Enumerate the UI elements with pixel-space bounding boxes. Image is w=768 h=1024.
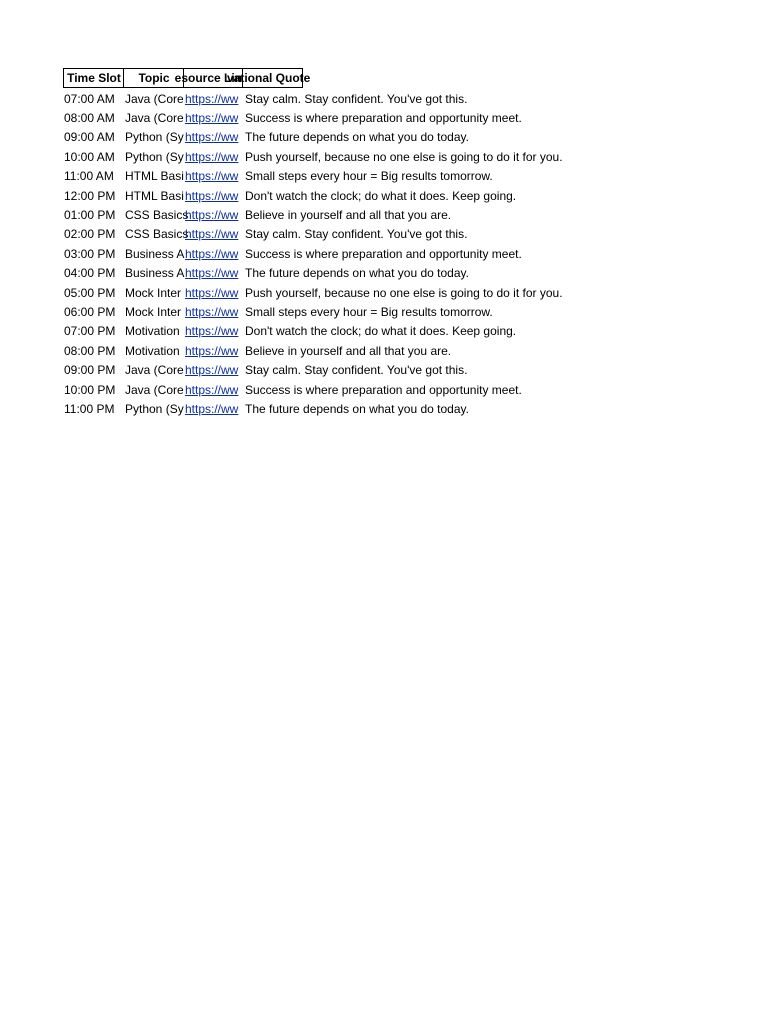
resource-link-cell[interactable] (185, 205, 245, 224)
time-slot-cell[interactable]: 09:00 AM (64, 130, 115, 145)
quote-cell[interactable]: Stay calm. Stay confident. You've got this. (245, 363, 468, 378)
resource-link[interactable]: https://ww (185, 208, 239, 223)
table-row (63, 147, 563, 166)
resource-link-cell[interactable] (185, 399, 245, 418)
quote-cell[interactable]: Small steps every hour = Big results tomorrow. (245, 304, 493, 319)
resource-link-cell[interactable] (185, 283, 245, 302)
time-slot-cell[interactable]: 08:00 AM (64, 111, 115, 126)
table-row (63, 244, 522, 263)
topic-cell[interactable]: Java (Core (125, 363, 184, 378)
time-slot-cell[interactable]: 05:00 PM (64, 285, 116, 300)
topic-cell[interactable]: Java (Core (125, 111, 184, 126)
topic-cell[interactable]: Motivation (125, 343, 180, 358)
table-row (63, 186, 517, 205)
time-slot-cell[interactable]: 03:00 PM (64, 246, 116, 261)
topic-cell[interactable]: Business A (125, 246, 185, 261)
resource-link[interactable]: https://ww (185, 363, 239, 378)
quote-cell[interactable]: Don't watch the clock; do what it does. Keep going. (245, 324, 517, 339)
time-slot-cell[interactable]: 04:00 PM (64, 266, 116, 281)
quote-cell[interactable]: Success is where preparation and opportunity meet. (245, 111, 522, 126)
table-row (63, 322, 517, 341)
table-row (63, 167, 493, 186)
time-slot-cell[interactable]: 08:00 PM (64, 343, 116, 358)
resource-link-cell[interactable] (185, 186, 245, 205)
table-row (63, 283, 563, 302)
topic-cell[interactable]: Mock Inter (125, 304, 182, 319)
topic-cell[interactable]: Motivation (125, 324, 180, 339)
topic-cell[interactable]: Python (Sy (125, 401, 184, 416)
resource-link-cell[interactable] (185, 322, 245, 341)
quote-cell[interactable]: The future depends on what you do today. (245, 130, 469, 145)
header-resource-link-label: esource Lin (174, 71, 242, 85)
topic-cell[interactable]: Python (Sy (125, 130, 184, 145)
resource-link-cell[interactable] (185, 264, 245, 283)
topic-cell[interactable]: CSS Basics (125, 208, 189, 223)
time-slot-cell[interactable]: 02:00 PM (64, 227, 116, 242)
topic-cell[interactable]: Mock Inter (125, 285, 182, 300)
quote-cell[interactable]: The future depends on what you do today. (245, 401, 469, 416)
table-row (63, 205, 452, 224)
header-row (63, 68, 311, 88)
time-slot-cell[interactable]: 12:00 PM (64, 188, 116, 203)
schedule-table (63, 68, 563, 419)
resource-link[interactable]: https://ww (185, 304, 239, 319)
topic-cell[interactable]: HTML Basi (125, 188, 184, 203)
resource-link-cell[interactable] (185, 167, 245, 186)
table-row (63, 302, 493, 321)
resource-link[interactable]: https://ww (185, 188, 239, 203)
resource-link-cell[interactable] (185, 225, 245, 244)
table-row (63, 341, 452, 360)
table-row (63, 225, 468, 244)
resource-link[interactable]: https://ww (185, 285, 239, 300)
time-slot-cell[interactable]: 07:00 AM (64, 91, 115, 106)
resource-link-cell[interactable] (185, 108, 245, 127)
resource-link[interactable]: https://ww (185, 91, 239, 106)
quote-cell[interactable]: Success is where preparation and opportunity meet. (245, 382, 522, 397)
resource-link-cell[interactable] (185, 380, 245, 399)
header-quote-label: vational Quote (227, 71, 311, 85)
time-slot-cell[interactable]: 09:00 PM (64, 363, 116, 378)
quote-cell[interactable]: Small steps every hour = Big results tomorrow. (245, 169, 493, 184)
time-slot-cell[interactable]: 01:00 PM (64, 208, 116, 223)
resource-link-cell[interactable] (185, 128, 245, 147)
resource-link[interactable]: https://ww (185, 130, 239, 145)
topic-cell[interactable]: Business A (125, 266, 185, 281)
header-time-slot-label: Time Slot (67, 71, 121, 85)
resource-link-cell[interactable] (185, 147, 245, 166)
quote-cell[interactable]: Success is where preparation and opportunity meet. (245, 246, 522, 261)
time-slot-cell[interactable]: 07:00 PM (64, 324, 116, 339)
resource-link-cell[interactable] (185, 341, 245, 360)
table-row (63, 108, 522, 127)
table-row (63, 360, 468, 379)
time-slot-cell[interactable]: 06:00 PM (64, 304, 116, 319)
time-slot-cell[interactable]: 11:00 PM (64, 401, 115, 416)
quote-cell[interactable]: Push yourself, because no one else is going to do it for you. (245, 285, 563, 300)
resource-link[interactable]: https://ww (185, 266, 239, 281)
time-slot-cell[interactable]: 11:00 AM (64, 169, 114, 184)
header-time-slot[interactable] (63, 68, 124, 88)
topic-cell[interactable]: Java (Core (125, 382, 184, 397)
header-topic-label: Topic (138, 71, 170, 85)
table-row (63, 380, 522, 399)
quote-cell[interactable]: Don't watch the clock; do what it does. Keep going. (245, 188, 517, 203)
resource-link[interactable]: https://ww (185, 227, 239, 242)
topic-cell[interactable]: Python (Sy (125, 149, 184, 164)
time-slot-cell[interactable]: 10:00 AM (64, 149, 115, 164)
quote-cell[interactable]: Stay calm. Stay confident. You've got this. (245, 91, 468, 106)
quote-cell[interactable]: Stay calm. Stay confident. You've got this. (245, 227, 468, 242)
quote-cell[interactable]: Push yourself, because no one else is going to do it for you. (245, 149, 563, 164)
table-row (63, 264, 469, 283)
table-row (63, 89, 468, 108)
topic-cell[interactable]: HTML Basi (125, 169, 184, 184)
time-slot-cell[interactable]: 10:00 PM (64, 382, 116, 397)
resource-link[interactable]: https://ww (185, 401, 239, 416)
resource-link[interactable]: https://ww (185, 149, 239, 164)
resource-link-cell[interactable] (185, 302, 245, 321)
resource-link-cell[interactable] (185, 244, 245, 263)
quote-cell[interactable]: Believe in yourself and all that you are. (245, 208, 452, 223)
resource-link-cell[interactable] (185, 89, 245, 108)
quote-cell[interactable]: The future depends on what you do today. (245, 266, 469, 281)
resource-link-cell[interactable] (185, 360, 245, 379)
resource-link[interactable]: https://ww (185, 111, 239, 126)
table-row (63, 399, 469, 418)
resource-link[interactable]: https://ww (185, 382, 239, 397)
quote-cell[interactable]: Believe in yourself and all that you are. (245, 343, 452, 358)
table-row (63, 128, 469, 147)
table-body (63, 89, 563, 419)
resource-link[interactable]: https://ww (185, 169, 239, 184)
resource-link[interactable]: https://ww (185, 324, 239, 339)
topic-cell[interactable]: CSS Basics (125, 227, 189, 242)
topic-cell[interactable]: Java (Core (125, 91, 184, 106)
resource-link[interactable]: https://ww (185, 343, 239, 358)
header-quote[interactable] (227, 68, 311, 88)
resource-link[interactable]: https://ww (185, 246, 239, 261)
